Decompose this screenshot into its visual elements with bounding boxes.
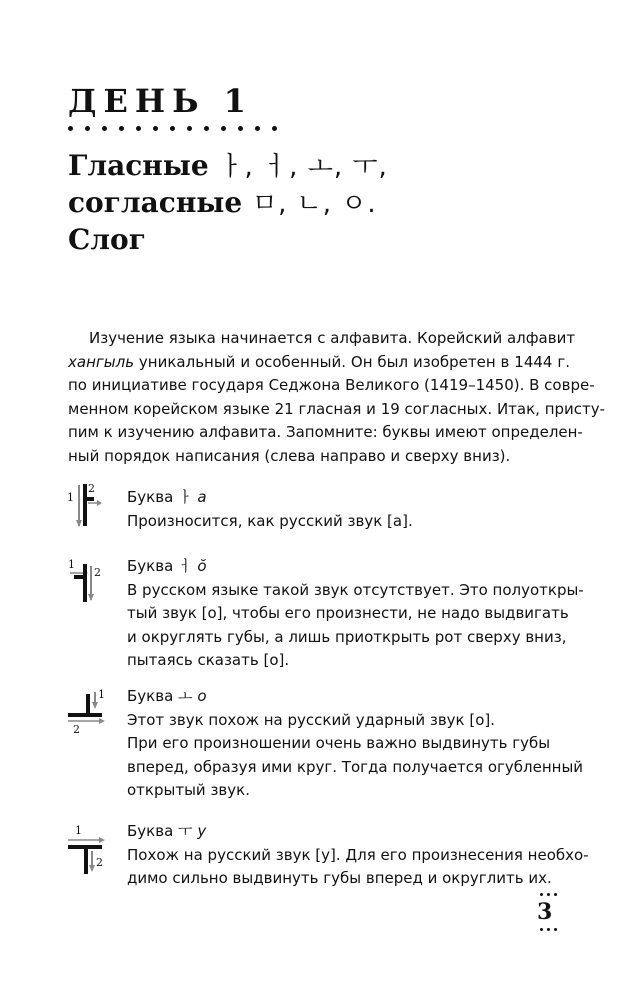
intro-line: менном корейском языке 21 гласная и 19 согласных. Итак, присту- bbox=[68, 399, 606, 418]
stroke-number: 1 bbox=[67, 491, 74, 504]
letter-entry-o bbox=[127, 685, 584, 803]
stroke-order-u-icon bbox=[64, 818, 110, 878]
letter-description-line: и округлять губы, а лишь приоткрыть рот сверху вниз, bbox=[127, 627, 567, 646]
letter-transliteration: а bbox=[197, 488, 207, 506]
title-dots-divider bbox=[68, 126, 277, 131]
letter-entry-u bbox=[127, 820, 589, 891]
letter-description-line: При его произношении очень важно выдвинуть губы bbox=[127, 734, 551, 752]
stroke-number: 1 bbox=[68, 558, 75, 571]
hangul-letter: ㅓ bbox=[178, 557, 193, 575]
hangul-letter: ㅗ bbox=[178, 687, 193, 705]
intro-line: ный порядок написания (слева направо и сверху вниз). bbox=[68, 446, 511, 465]
letter-entry-eo bbox=[127, 555, 584, 673]
stroke-number: 2 bbox=[73, 723, 80, 734]
letter-description-line: пытаясь сказать [о]. bbox=[127, 651, 290, 669]
letter-transliteration: о bbox=[197, 687, 207, 705]
letter-description-line: димо сильно выдвинуть губы вперед и округлить их. bbox=[127, 869, 552, 887]
page-number: 3 bbox=[537, 899, 553, 925]
letter-entry-a bbox=[127, 486, 572, 533]
stroke-number: 2 bbox=[96, 856, 103, 869]
day-title: ДЕНЬ 1 bbox=[68, 82, 253, 120]
heading-consonants-jamo: ㅁ, ㄴ, ㅇ. bbox=[251, 189, 377, 219]
heading-line-vowels bbox=[68, 148, 388, 185]
letter-description-line: В русском языке такой звук отсутствует. Это полуоткры- bbox=[127, 580, 584, 599]
intro-line: хангыль уникальный и особенный. Он был изобретен в 1444 г. bbox=[68, 352, 570, 371]
letter-description-line: открытый звук. bbox=[127, 781, 250, 799]
letter-transliteration: у bbox=[197, 822, 207, 840]
page-number-dots bbox=[540, 893, 557, 896]
letter-description-line: вперед, образуя ими круг. Тогда получается огубленный bbox=[127, 757, 584, 776]
heading-line-consonants bbox=[68, 185, 388, 222]
letter-title: Буква ㅏ а bbox=[127, 488, 207, 506]
letter-title: Буква ㅜ у bbox=[127, 822, 207, 840]
stroke-order-a-icon bbox=[64, 482, 104, 530]
letter-description-line: тый звук [о], чтобы его произнести, не надо выдвигать bbox=[127, 604, 569, 622]
stroke-number: 1 bbox=[75, 824, 82, 837]
heading-syllable: Слог bbox=[68, 223, 146, 256]
letter-title: Буква ㅗ о bbox=[127, 687, 207, 705]
intro-paragraph bbox=[68, 327, 606, 468]
stroke-number: 2 bbox=[88, 482, 95, 495]
intro-line: по инициативе государя Седжона Великого (1419–1450). В совре- bbox=[68, 376, 595, 394]
hangul-term: хангыль bbox=[68, 352, 135, 371]
letter-transliteration: ŏ bbox=[197, 557, 207, 575]
heading-vowels-word: Гласные bbox=[68, 149, 209, 182]
page-number-dots bbox=[540, 928, 557, 931]
hangul-letter: ㅏ bbox=[178, 488, 193, 506]
stroke-number: 2 bbox=[94, 566, 101, 579]
letter-title: Буква ㅓ ŏ bbox=[127, 557, 207, 575]
letter-description-line: Похож на русский звук [у]. Для его произнесения необхо- bbox=[127, 845, 589, 864]
letter-description-line: Этот звук похож на русский ударный звук [о]. bbox=[127, 710, 496, 729]
intro-line: пим к изучению алфавита. Запомните: буквы имеют определен- bbox=[68, 423, 583, 441]
stroke-order-eo-icon bbox=[64, 556, 104, 606]
letter-description-line: Произносится, как русский звук [а]. bbox=[127, 511, 413, 530]
heading-vowels-jamo: ㅏ, ㅓ, ㅗ, ㅜ, bbox=[218, 152, 388, 182]
stroke-order-o-icon bbox=[64, 684, 110, 734]
hangul-letter: ㅜ bbox=[178, 822, 193, 840]
stroke-number: 1 bbox=[98, 688, 105, 701]
lesson-heading bbox=[68, 148, 388, 257]
intro-line: Изучение языка начинается с алфавита. Корейский алфавит bbox=[89, 329, 576, 347]
heading-consonants-word: согласные bbox=[68, 186, 243, 219]
